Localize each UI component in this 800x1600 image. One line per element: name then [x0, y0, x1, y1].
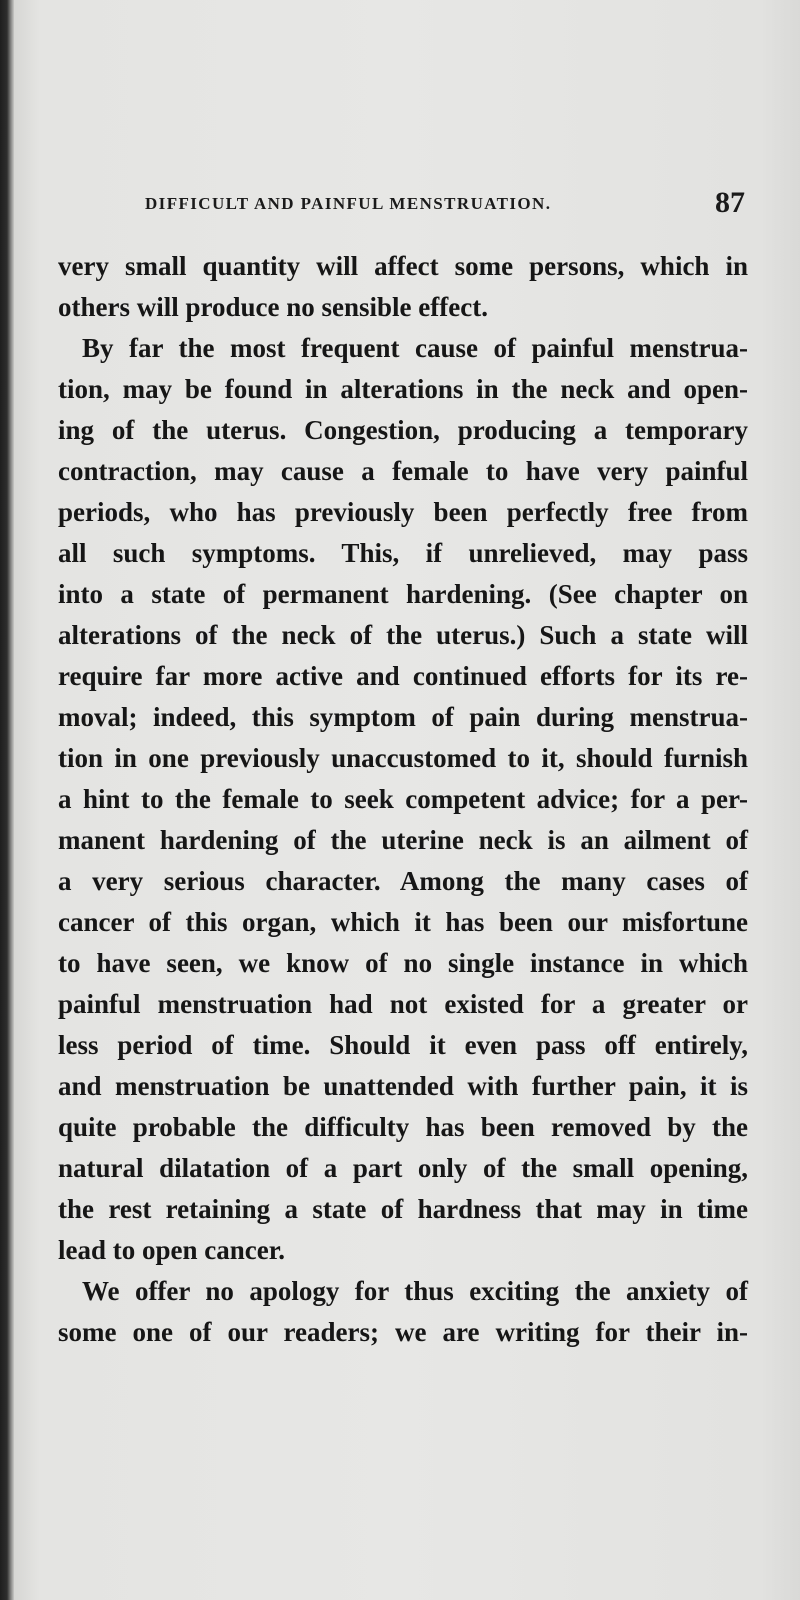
text-line: less period of time. Should it even pass off entirely, — [58, 1030, 748, 1060]
text-line: tion in one previously unaccustomed to it, should furnish — [58, 743, 748, 773]
text-line: ing of the uterus. Congestion, producing a temporary — [58, 415, 748, 445]
text-line: a very serious character. Among the many cases of — [58, 866, 748, 896]
page-number: 87 — [715, 186, 745, 219]
text-line: natural dilatation of a part only of the small opening, — [58, 1153, 748, 1183]
text-line: periods, who has previously been perfectly free from — [58, 497, 748, 527]
text-line: quite probable the difficulty has been removed by the — [58, 1112, 748, 1142]
text-line: painful menstruation had not existed for a greater or — [58, 989, 748, 1019]
text-line: and menstruation be unattended with further pain, it is — [58, 1071, 748, 1101]
text-line: all such symptoms. This, if unrelieved, may pass — [58, 538, 748, 568]
text-line: the rest retaining a state of hardness that may in time — [58, 1194, 748, 1224]
text-line: some one of our readers; we are writing for their in- — [58, 1317, 748, 1347]
text-line: others will produce no sensible effect. — [58, 292, 488, 322]
text-line: very small quantity will affect some persons, which in — [58, 251, 748, 281]
text-line: We offer no apology for thus exciting the anxiety of — [82, 1276, 748, 1306]
text-line: cancer of this organ, which it has been our misfortune — [58, 907, 748, 937]
text-line: By far the most frequent cause of painful menstrua- — [82, 333, 748, 363]
text-line: into a state of permanent hardening. (See chapter on — [58, 579, 748, 609]
text-line: a hint to the female to seek competent advice; for a per- — [58, 784, 748, 814]
text-line: alterations of the neck of the uterus.) Such a state will — [58, 620, 748, 650]
page-binding-edge — [0, 0, 14, 1600]
text-line: lead to open cancer. — [58, 1235, 285, 1265]
running-head-title: DIFFICULT AND PAINFUL MENSTRUATION. — [145, 194, 552, 213]
text-line: manent hardening of the uterine neck is an ailment of — [58, 825, 748, 855]
body-text — [58, 246, 748, 1353]
running-head — [145, 188, 745, 218]
text-line: moval; indeed, this symptom of pain during menstrua- — [58, 702, 748, 732]
text-line: contraction, may cause a female to have very painful — [58, 456, 748, 486]
text-line: to have seen, we know of no single instance in which — [58, 948, 748, 978]
text-line: require far more active and continued efforts for its re- — [58, 661, 748, 691]
text-line: tion, may be found in alterations in the neck and open- — [58, 374, 748, 404]
